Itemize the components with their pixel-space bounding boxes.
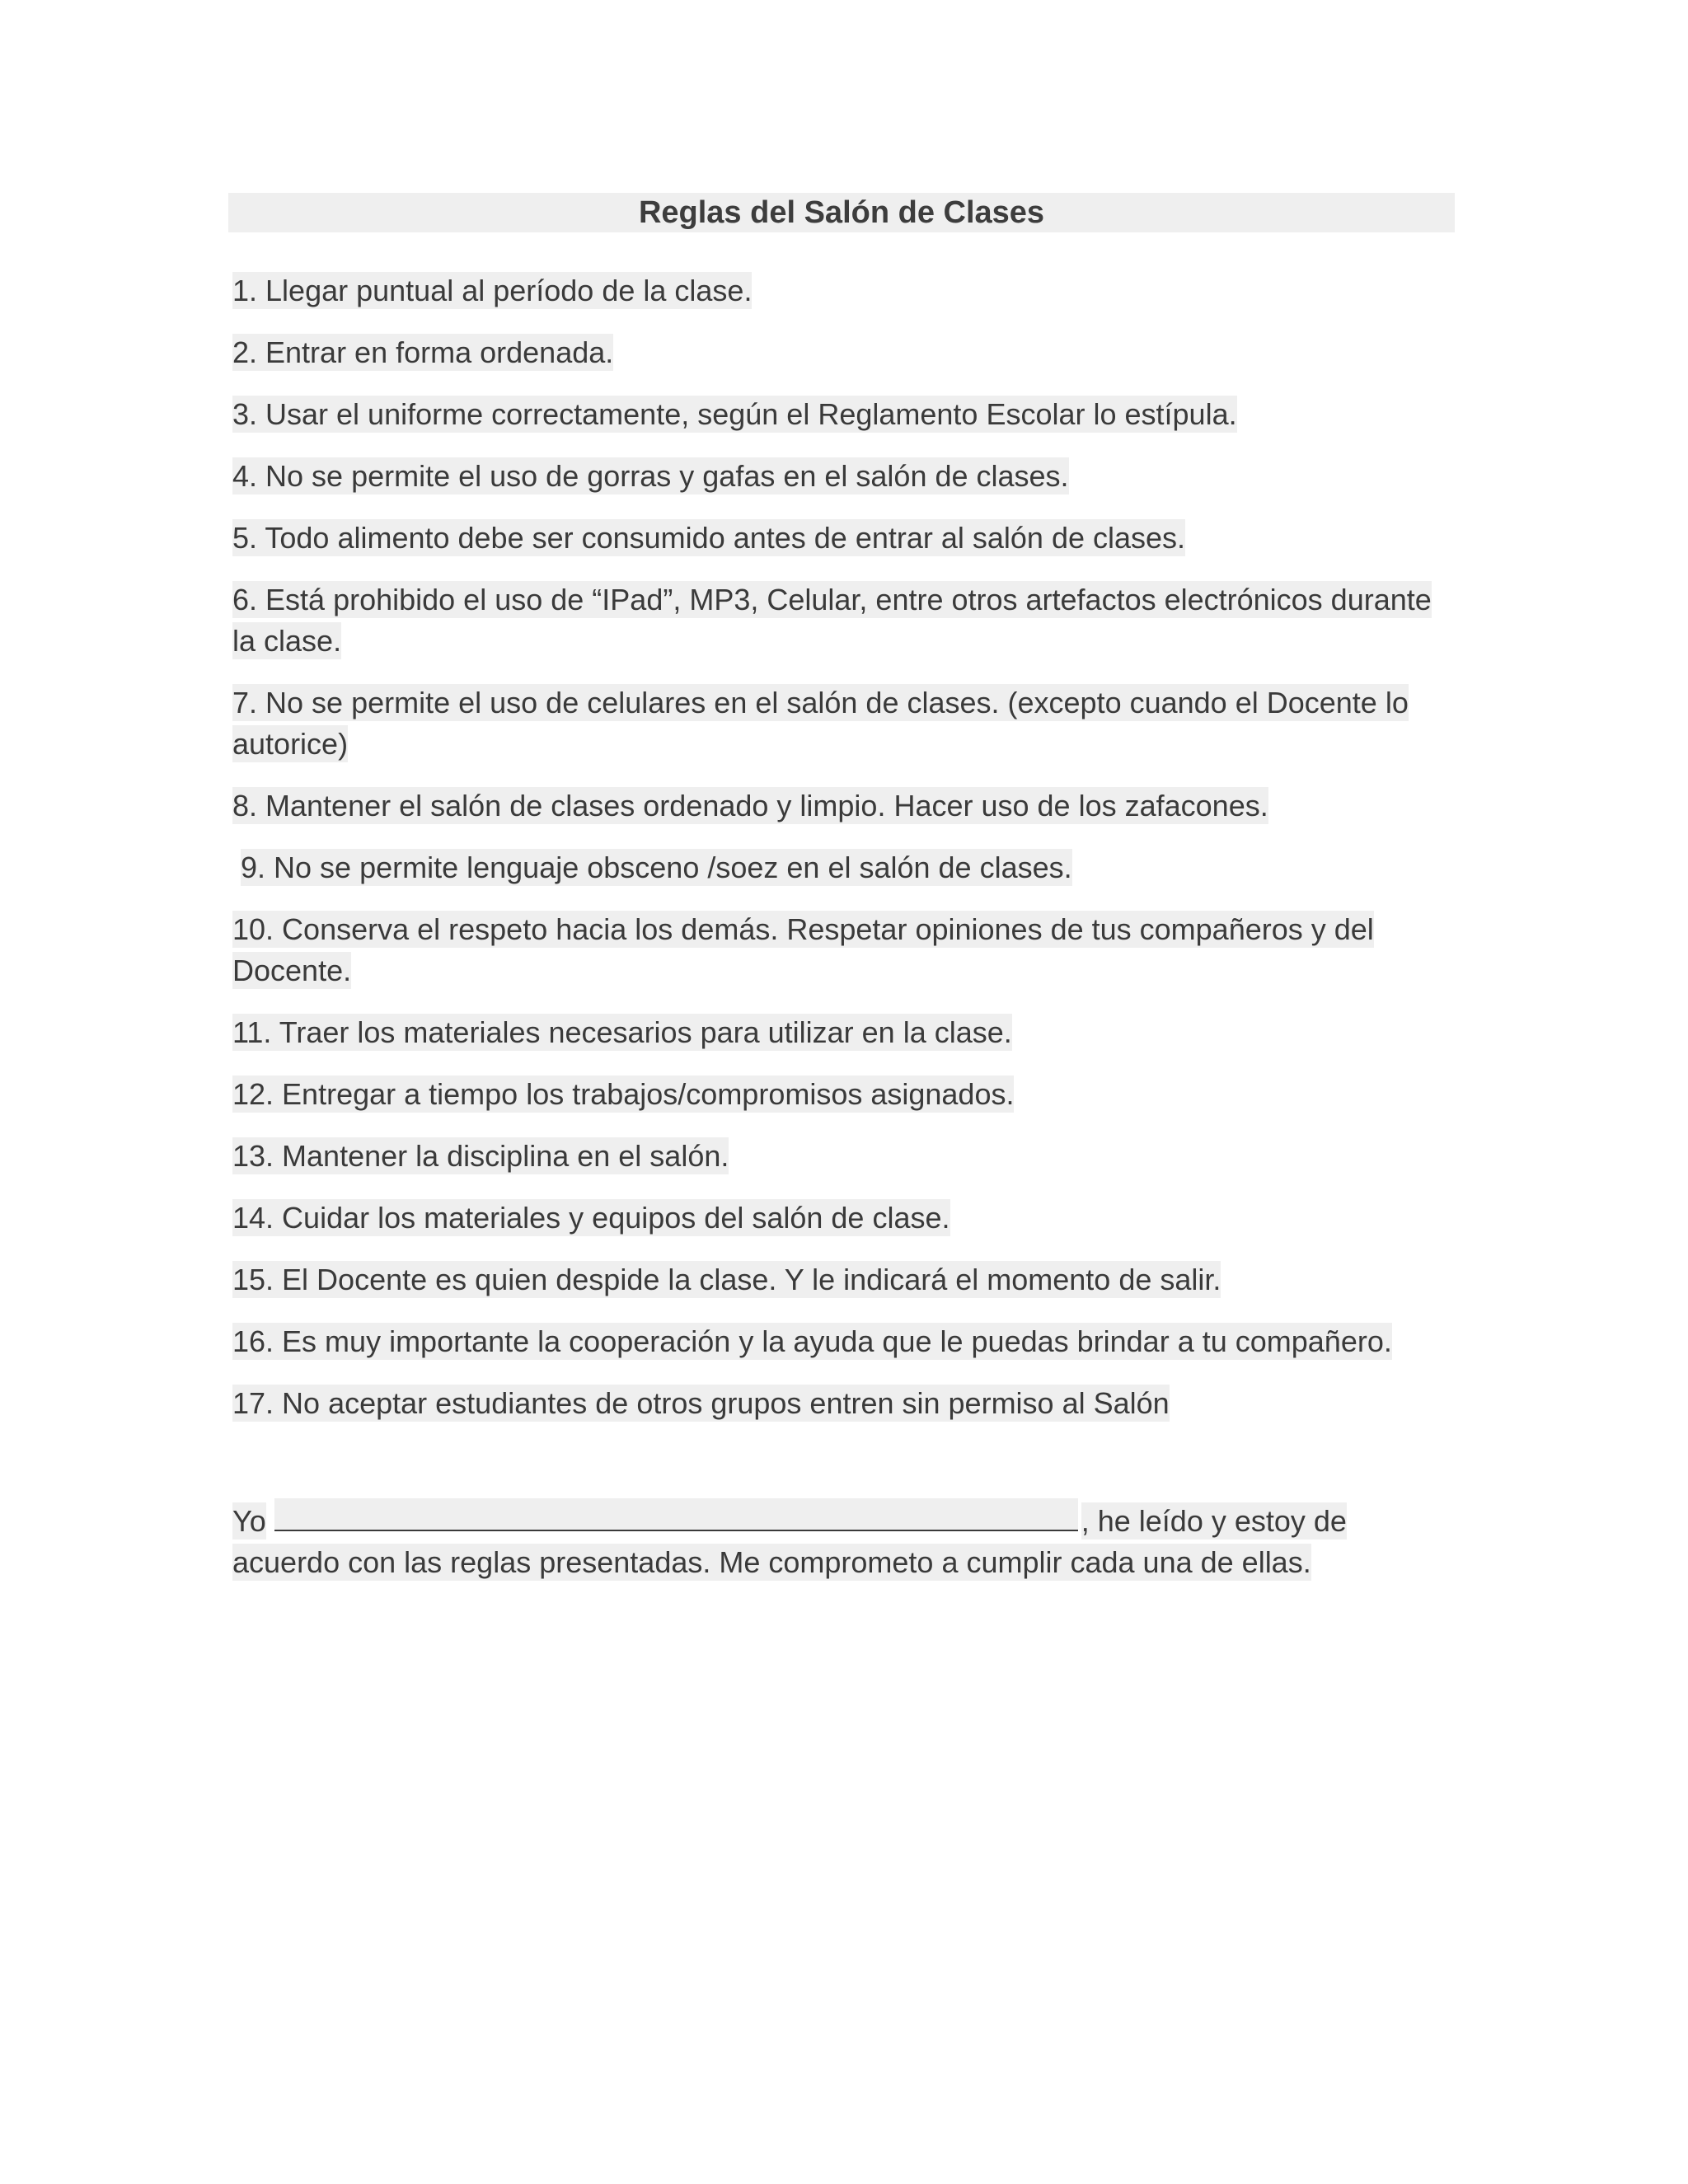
rule-text: 14. Cuidar los materiales y equipos del salón de clase. xyxy=(232,1201,950,1235)
rule-item-12 xyxy=(232,1074,1452,1115)
rule-item-3 xyxy=(232,394,1452,435)
rule-item-5 xyxy=(232,518,1452,559)
rule-item-13 xyxy=(232,1136,1452,1177)
rule-item-7 xyxy=(232,682,1452,765)
rule-item-1 xyxy=(232,270,1452,312)
rule-text: 5. Todo alimento debe ser consumido antes de entrar al salón de clases. xyxy=(232,521,1186,555)
rule-text: 13. Mantener la disciplina en el salón. xyxy=(232,1139,729,1173)
rule-item-17 xyxy=(232,1383,1452,1424)
rule-text: 10. Conserva el respeto hacia los demás. Respetar opiniones de tus compañeros y del Docente. xyxy=(232,912,1374,987)
rule-text: 1. Llegar puntual al período de la clase. xyxy=(232,274,753,307)
rules-list xyxy=(232,270,1452,1445)
rule-item-11 xyxy=(232,1012,1452,1053)
pledge-statement xyxy=(232,1498,1452,1583)
rule-item-4 xyxy=(232,456,1452,497)
rule-text: 2. Entrar en forma ordenada. xyxy=(232,335,614,369)
rule-text: 4. No se permite el uso de gorras y gafas en el salón de clases. xyxy=(232,459,1069,493)
rule-item-10 xyxy=(232,909,1452,991)
rule-text: 15. El Docente es quien despide la clase. Y le indicará el momento de salir. xyxy=(232,1263,1221,1296)
rule-text: 16. Es muy importante la cooperación y la ayuda que le puedas brindar a tu compañero. xyxy=(232,1324,1392,1358)
rule-text: 8. Mantener el salón de clases ordenado y limpio. Hacer uso de los zafacones. xyxy=(232,789,1268,823)
rule-text: 7. No se permite el uso de celulares en el salón de clases. (excepto cuando el Docente lo autorice) xyxy=(232,686,1409,761)
rule-item-14 xyxy=(232,1197,1452,1239)
rule-item-9 xyxy=(232,847,1452,888)
rule-text: 12. Entregar a tiempo los trabajos/compromisos asignados. xyxy=(232,1077,1015,1111)
pledge-suffix: , he leído y estoy de acuerdo con las reglas presentadas. Me comprometo a cumplir cada una de ellas. xyxy=(232,1504,1347,1579)
rule-text: 3. Usar el uniforme correctamente, según el Reglamento Escolar lo estípula. xyxy=(232,397,1237,431)
rule-item-6 xyxy=(232,579,1452,662)
name-blank-line[interactable] xyxy=(274,1498,1078,1531)
rule-item-2 xyxy=(232,332,1452,373)
rule-text: 17. No aceptar estudiantes de otros grupos entren sin permiso al Salón xyxy=(232,1386,1170,1420)
pledge-prefix: Yo xyxy=(232,1504,266,1538)
rule-text: 9. No se permite lenguaje obsceno /soez en el salón de clases. xyxy=(241,851,1072,884)
page-title: Reglas del Salón de Clases xyxy=(228,193,1455,232)
rule-item-16 xyxy=(232,1321,1452,1362)
rule-item-15 xyxy=(232,1259,1452,1301)
rule-text: 6. Está prohibido el uso de “IPad”, MP3, Celular, entre otros artefactos electrónicos durante la clase. xyxy=(232,583,1432,658)
rule-item-8 xyxy=(232,785,1452,827)
rule-text: 11. Traer los materiales necesarios para utilizar en la clase. xyxy=(232,1015,1012,1049)
